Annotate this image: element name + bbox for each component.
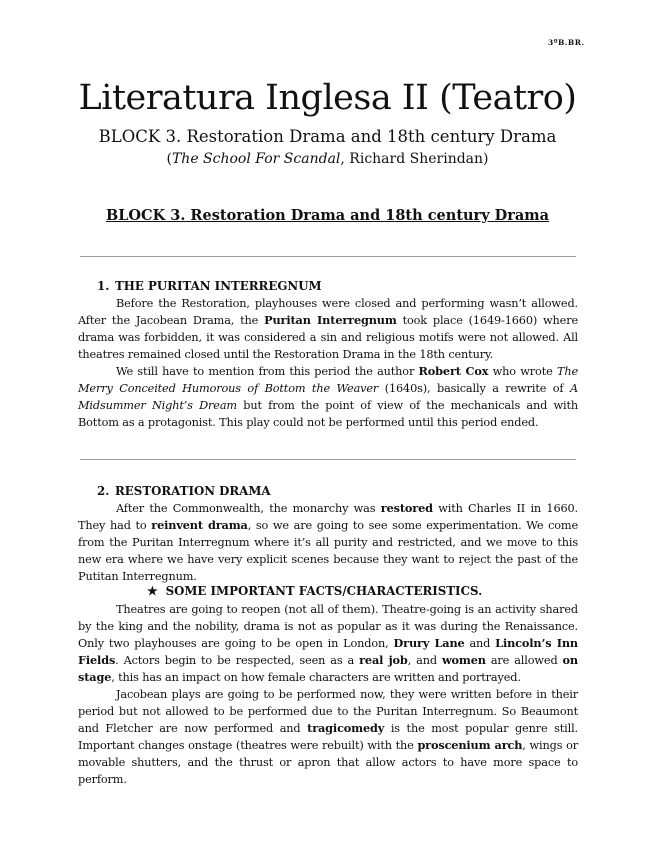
text-run: Before the Restoration, playhouses were closed and performing wasn’t allowed. After the Jacobean Drama, the xyxy=(78,297,578,327)
text-run: , and xyxy=(407,654,442,667)
section-body-restoration-drama xyxy=(78,500,578,585)
bold-term: Robert Cox xyxy=(418,364,489,378)
section-number: 2. xyxy=(97,484,110,498)
work-reference xyxy=(0,151,655,167)
facts-title: SOME IMPORTANT FACTS/CHARACTERISTICS. xyxy=(165,584,483,598)
section-title: RESTORATION DRAMA xyxy=(115,484,271,498)
section-title: THE PURITAN INTERREGNUM xyxy=(115,279,322,293)
section-body-puritan-interregnum xyxy=(78,295,578,431)
text-run: (1640s), basically a rewrite of xyxy=(378,382,570,395)
divider xyxy=(80,256,576,257)
bold-term: Drury Lane xyxy=(393,636,465,650)
paragraph xyxy=(78,686,578,788)
bold-term: Lincoln’s Inn Fields xyxy=(78,636,578,667)
text-run: Theatres are going to reopen (not all of them). Theatre-going is an activity shared by the king and the nobility, drama is not as popular as it was during the Renaissance. Only two playhouses are going to be open in London, xyxy=(78,603,578,650)
paragraph xyxy=(78,601,578,686)
bold-term: on stage xyxy=(78,653,578,684)
bold-term: women xyxy=(441,653,486,667)
facts-body xyxy=(78,601,578,788)
paragraph xyxy=(78,500,578,585)
text-run: We still have to mention from this period the author xyxy=(116,365,419,378)
divider xyxy=(80,459,576,460)
text-run: and xyxy=(464,637,496,650)
corner-tag: 3ºB.BR. xyxy=(548,38,585,47)
text-run: are allowed xyxy=(485,654,563,667)
block-heading: BLOCK 3. Restoration Drama and 18th century Drama xyxy=(105,207,550,224)
text-run: took place (1649-1660) where drama was forbidden, it was considered a sin and religious motifs were not allowed. All theatres remained closed until the Restoration Drama in the 18th century. xyxy=(78,314,578,361)
paragraph xyxy=(78,295,578,363)
text-run: , so we are going to see some experimentation. We come from the Puritan Interregnum where it’s all purity and restricted, and we move to this new era where we have very explicit scenes because they want to reject the past of the Putitan Interregnum. xyxy=(78,519,579,583)
facts-heading xyxy=(147,584,482,598)
italic-title: The Merry Conceited Humorous of Bottom the Weaver xyxy=(78,365,578,395)
section-number: 1. xyxy=(97,279,110,293)
bold-term: restored xyxy=(380,501,433,515)
work-author: , Richard Sherindan) xyxy=(340,151,489,167)
bold-term: Puritan Interregnum xyxy=(264,313,397,327)
bold-term: tragicomedy xyxy=(307,721,385,735)
text-run: but from the point of view of the mechanicals and with Bottom as a protagonist. This play could not be performed until this period ended. xyxy=(78,399,578,429)
text-run: Jacobean plays are going to be performed now, they were written before in their period but not allowed to be performed due to the Puritan Interregnum. So Beaumont and Fletcher are now performed and xyxy=(78,688,578,735)
text-run: , wings or movable shutters, and the thrust or apron that allow actors to have more space to perform. xyxy=(78,739,579,786)
work-title: The School For Scandal xyxy=(171,151,341,167)
text-run: with Charles II in 1660. They had to xyxy=(78,502,578,532)
section-heading-restoration-drama xyxy=(97,484,271,498)
text-run: After the Commonwealth, the monarchy was xyxy=(116,502,381,515)
star-icon: ★ xyxy=(147,584,158,598)
text-run: who wrote xyxy=(488,365,557,378)
text-run: , this has an impact on how female characters are written and portrayed. xyxy=(111,671,521,684)
bold-term: reinvent drama xyxy=(151,518,248,532)
bold-term: proscenium arch xyxy=(417,738,523,752)
paragraph xyxy=(78,363,578,431)
text-run: is the most popular genre still. Important changes onstage (theatres were rebuilt) with the xyxy=(78,722,578,752)
text-run: . Actors begin to be respected, seen as a xyxy=(115,654,360,667)
italic-title: A Midsummer Night’s Dream xyxy=(78,382,578,412)
section-heading-puritan-interregnum xyxy=(97,279,322,293)
bold-term: real job xyxy=(359,653,408,667)
document-title: Literatura Inglesa II (Teatro) xyxy=(78,78,577,118)
work-open-paren: ( xyxy=(166,151,172,167)
document-subtitle: BLOCK 3. Restoration Drama and 18th century Drama xyxy=(98,127,557,146)
